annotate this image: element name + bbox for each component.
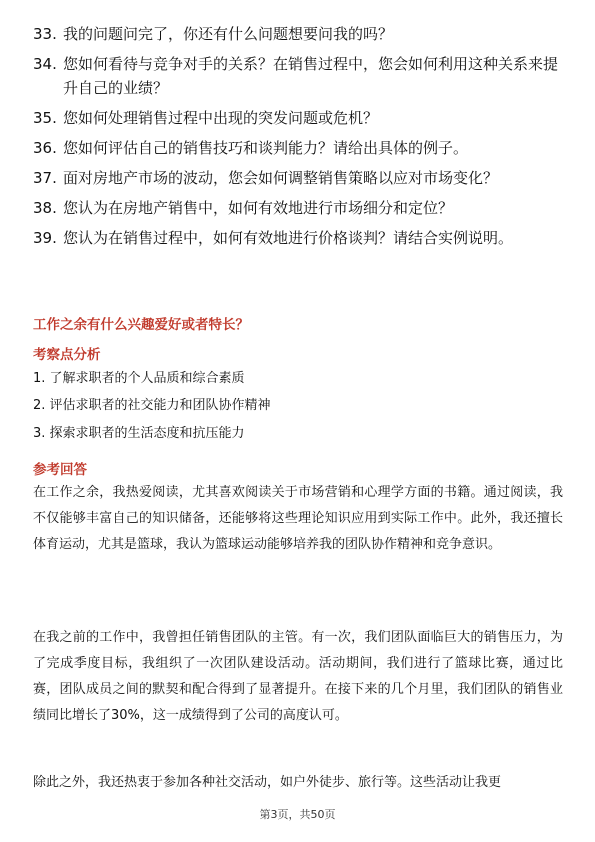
interview-question-heading: 工作之余有什么兴趣爱好或者特长？ xyxy=(33,317,249,333)
question-item xyxy=(33,166,568,190)
analysis-heading: 考察点分析 xyxy=(33,347,101,363)
question-item xyxy=(33,196,568,220)
question-item xyxy=(33,22,568,46)
question-item xyxy=(33,136,568,160)
question-number: 34. xyxy=(33,55,57,73)
question-item xyxy=(33,52,568,100)
question-item xyxy=(33,106,568,130)
question-number: 35. xyxy=(33,109,57,127)
page-footer: 第3页，共50页 xyxy=(259,808,336,821)
question-text: 您认为在销售过程中，如何有效地进行价格谈判？请结合实例说明。 xyxy=(63,229,514,247)
analysis-point: 3. 探索求职者的生活态度和抗压能力 xyxy=(33,426,245,441)
answer-paragraph: 在我之前的工作中，我曾担任销售团队的主管。有一次，我们团队面临巨大的销售压力，为了完成季度目标，我组织了一次团队建设活动。活动期间，我们进行了篮球比赛，通过比赛，团队成员之间的默契和配合得到了显著提升。在接下来的几个月里，我们团队的销售业绩同比增长了30%，这一成绩得到了公司的高度认可。 xyxy=(33,630,563,723)
question-number: 38. xyxy=(33,199,57,217)
question-text: 您如何处理销售过程中出现的突发问题或危机？ xyxy=(63,109,379,127)
question-text: 我的问题问完了，你还有什么问题想要问我的吗？ xyxy=(63,25,394,43)
answer-paragraph: 除此之外，我还热衷于参加各种社交活动，如户外徒步、旅行等。这些活动让我更 xyxy=(33,775,502,790)
answer-heading: 参考回答 xyxy=(33,462,87,478)
question-number: 33. xyxy=(33,25,57,43)
question-list xyxy=(33,22,568,256)
question-number: 39. xyxy=(33,229,57,247)
analysis-point: 2. 评估求职者的社交能力和团队协作精神 xyxy=(33,398,271,413)
answer-paragraph: 在工作之余，我热爱阅读，尤其喜欢阅读关于市场营销和心理学方面的书籍。通过阅读，我不仅能够丰富自己的知识储备，还能够将这些理论知识应用到实际工作中。此外，我还擅长体育运动，尤其是篮球，我认为篮球运动能够培养我的团队协作精神和竞争意识。 xyxy=(33,485,563,552)
question-item xyxy=(33,226,568,250)
question-text: 您认为在房地产销售中，如何有效地进行市场细分和定位？ xyxy=(63,199,454,217)
question-text: 您如何评估自己的销售技巧和谈判能力？请给出具体的例子。 xyxy=(63,139,469,157)
question-number: 36. xyxy=(33,139,57,157)
analysis-point: 1. 了解求职者的个人品质和综合素质 xyxy=(33,371,245,386)
question-text: 面对房地产市场的波动，您会如何调整销售策略以应对市场变化？ xyxy=(63,169,499,187)
question-text: 您如何看待与竞争对手的关系？在销售过程中，您会如何利用这种关系来提升自己的业绩？ xyxy=(63,55,559,97)
question-number: 37. xyxy=(33,169,57,187)
